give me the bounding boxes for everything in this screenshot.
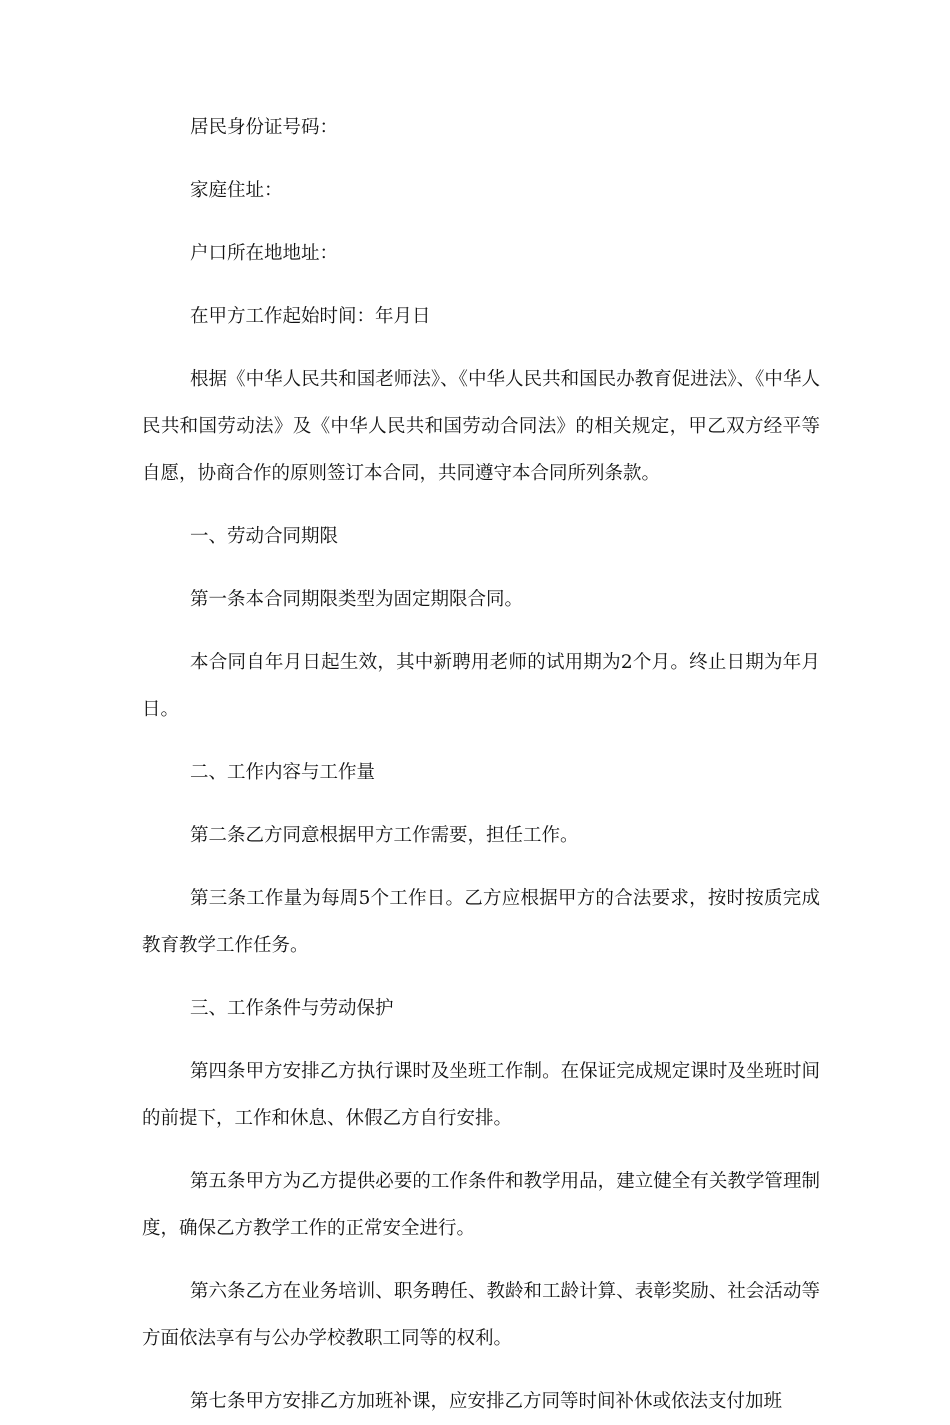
article-1: 第一条本合同期限类型为固定期限合同。 <box>190 589 524 610</box>
section-heading-work: 二、工作内容与工作量 <box>190 762 376 783</box>
start-date-line: 在甲方工作起始时间：年月日 <box>190 306 431 327</box>
id-number-line: 居民身份证号码： <box>190 117 339 138</box>
document-body <box>142 104 820 1425</box>
contract-preamble: 根据《中华人民共和国老师法》、《中华人民共和国民办教育促进法》、《中华人民共和国劳动法》及《中华人民共和国劳动合同法》的相关规定，甲乙双方经平等自愿，协商合作的原则签订本合同，共同遵守本合同所列条款。 <box>142 369 820 484</box>
household-address-line: 户口所在地地址： <box>190 243 339 264</box>
article-6: 第六条乙方在业务培训、职务聘任、教龄和工龄计算、表彰奖励、社会活动等方面依法享有与公办学校教职工同等的权利。 <box>142 1281 820 1349</box>
section-heading-term: 一、劳动合同期限 <box>190 526 339 547</box>
home-address-line: 家庭住址： <box>190 180 283 201</box>
article-2: 第二条乙方同意根据甲方工作需要，担任工作。 <box>190 825 579 846</box>
section-heading-conditions: 三、工作条件与劳动保护 <box>190 998 394 1019</box>
article-7: 第七条甲方安排乙方加班补课，应安排乙方同等时间补休或依法支付加班 <box>190 1391 783 1412</box>
article-1-detail: 本合同自年月日起生效，其中新聘用老师的试用期为2个月。终止日期为年月日。 <box>142 652 820 720</box>
article-3: 第三条工作量为每周5个工作日。乙方应根据甲方的合法要求，按时按质完成教育教学工作任务。 <box>142 888 820 956</box>
article-5: 第五条甲方为乙方提供必要的工作条件和教学用品，建立健全有关教学管理制度，确保乙方教学工作的正常安全进行。 <box>142 1171 820 1239</box>
article-4: 第四条甲方安排乙方执行课时及坐班工作制。在保证完成规定课时及坐班时间的前提下，工作和休息、休假乙方自行安排。 <box>142 1061 820 1129</box>
